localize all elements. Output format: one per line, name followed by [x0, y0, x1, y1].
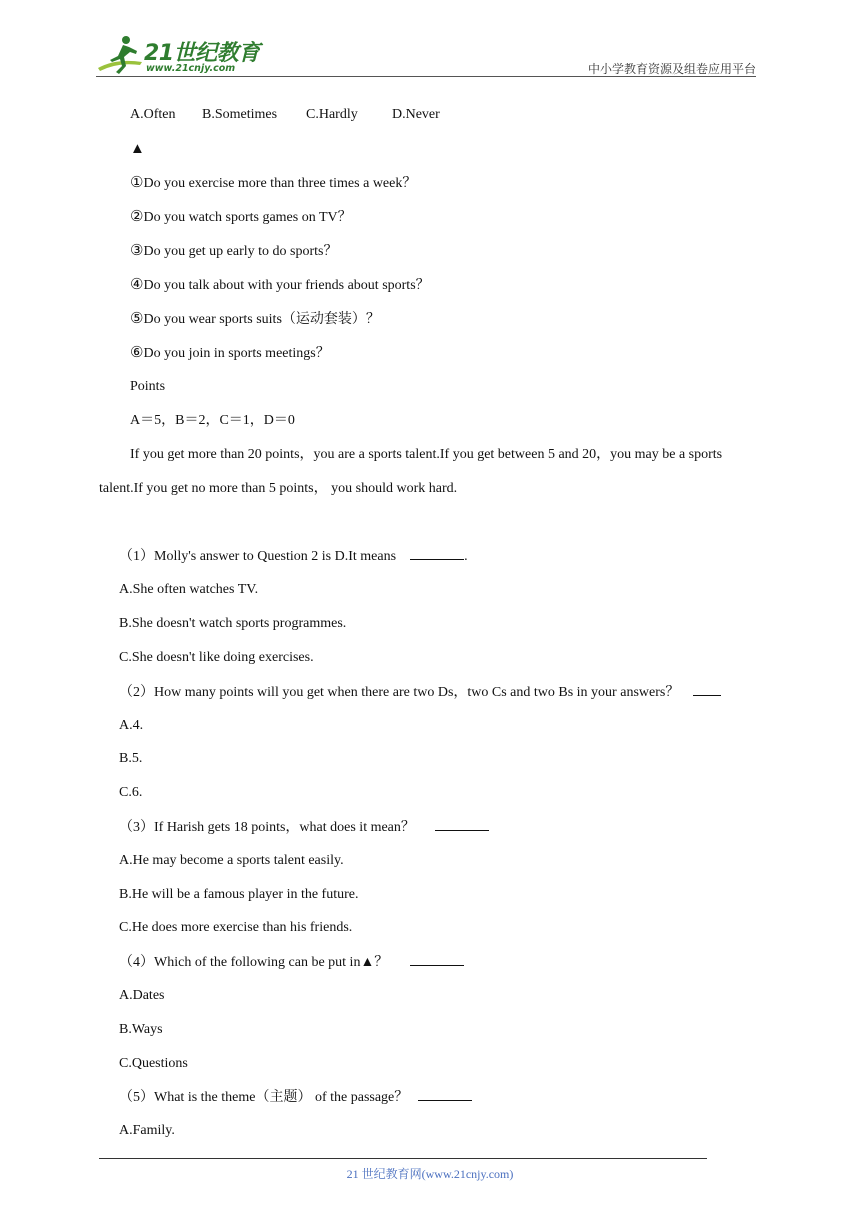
survey-options	[130, 106, 440, 124]
answer-option: A.She often watches TV.	[119, 582, 259, 597]
question-stem: （2）How many points will you get when there are two Ds，two Cs and two Bs in your answers？	[119, 683, 721, 702]
question-stem: （1）Molly's answer to Question 2 is D.It means .	[119, 549, 468, 564]
site-logo	[96, 34, 266, 78]
answer-blank[interactable]	[435, 818, 489, 831]
result-text-line2: talent.If you get no more than 5 points， you should work hard.	[99, 481, 458, 496]
answer-option: A.Family.	[119, 1123, 175, 1138]
answer-option: C.She doesn't like doing exercises.	[119, 650, 314, 665]
survey-question: ⑥Do you join in sports meetings？	[130, 345, 330, 361]
triangle-placeholder: ▲	[130, 141, 145, 157]
points-label: Points	[130, 379, 166, 394]
answer-option: B.5.	[119, 751, 143, 766]
question-stem: （5）What is the theme（主题） of the passage？	[119, 1088, 472, 1107]
answer-blank[interactable]	[410, 547, 464, 560]
answer-option: B.He will be a famous player in the future.	[119, 887, 359, 902]
header-tagline: 中小学教育资源及组卷应用平台	[587, 62, 756, 76]
option-d: D.Never	[392, 107, 440, 122]
survey-question: ④Do you talk about with your friends about sports？	[130, 277, 430, 293]
answer-blank[interactable]	[418, 1088, 472, 1101]
option-a: A.Often	[130, 107, 176, 122]
answer-option: B.She doesn't watch sports programmes.	[119, 616, 347, 631]
survey-question: ①Do you exercise more than three times a week？	[130, 175, 417, 191]
option-c: C.Hardly	[306, 107, 358, 122]
logo-text: 21世纪教育	[144, 41, 260, 66]
answer-option: A.Dates	[119, 988, 165, 1003]
answer-option: B.Ways	[119, 1022, 163, 1037]
question-stem: （3）If Harish gets 18 points，what does it mean？	[119, 818, 489, 837]
footer-link[interactable]: 21 世纪教育网(www.21cnjy.com)	[346, 1167, 514, 1181]
answer-option: A.He may become a sports talent easily.	[119, 853, 344, 868]
survey-question: ③Do you get up early to do sports？	[130, 243, 338, 259]
survey-question: ②Do you watch sports games on TV？	[130, 209, 352, 225]
page-header	[96, 30, 756, 78]
answer-option: A.4.	[119, 718, 144, 733]
answer-blank[interactable]	[410, 953, 464, 966]
logo-url: www.21cnjy.com	[146, 63, 236, 74]
survey-question: ⑤Do you wear sports suits（运动套装）？	[130, 311, 380, 327]
answer-option: C.Questions	[119, 1056, 188, 1071]
runner-logo-icon	[96, 34, 144, 78]
question-stem: （4）Which of the following can be put in▲？	[119, 953, 464, 972]
result-text-line1: If you get more than 20 points，you are a sports talent.If you get between 5 and 20，you may be a sports	[130, 447, 723, 462]
option-b: B.Sometimes	[202, 107, 278, 122]
answer-option: C.He does more exercise than his friends.	[119, 920, 353, 935]
footer-divider	[99, 1158, 707, 1159]
answer-option: C.6.	[119, 785, 143, 800]
points-values: A＝5，B＝2，C＝1，D＝0	[130, 413, 295, 428]
header-divider	[96, 76, 756, 77]
answer-blank[interactable]	[693, 683, 721, 696]
